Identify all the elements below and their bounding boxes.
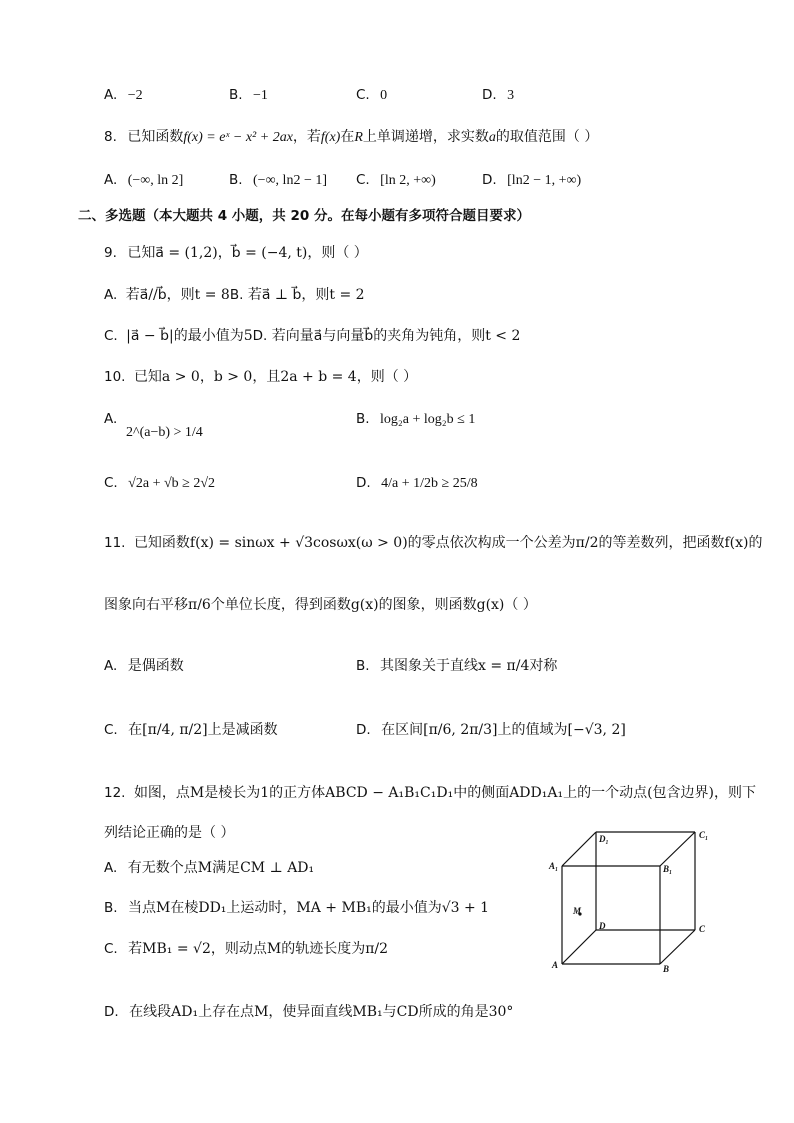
edge-b1c1 xyxy=(660,832,695,866)
q9-option-ab: A. 若a⃗//b⃗，则t = 8B. 若a⃗ ⊥ b⃗，则t = 2 xyxy=(104,287,365,303)
q11-stem-2: 图象向右平移π/6个单位长度，得到函数g(x)的图象，则函数g(x)（ ） xyxy=(104,597,537,613)
q7-option-b: B. −1 xyxy=(229,87,268,103)
q10-option-c: C. √2a + √b ≥ 2√2 xyxy=(104,475,216,491)
cube-figure xyxy=(540,822,720,980)
label-d1: D₁ xyxy=(599,834,609,844)
q12-option-c: C. 若MB₁ = √2，则动点M的轨迹长度为π/2 xyxy=(104,941,389,957)
q12-stem-2: 列结论正确的是（ ） xyxy=(104,825,235,841)
label-a: A xyxy=(552,960,559,970)
edge-ad xyxy=(562,930,596,964)
q8-option-b: B. (−∞, ln2 − 1] xyxy=(229,172,328,188)
q11-stem-1: 11. 已知函数f(x) = sinωx + √3cosωx(ω > 0)的零点依次构成一个公差为π/2的等差数列，把函数f(x)的 xyxy=(104,535,763,551)
q10-option-d: D. 4/a + 1/2b ≥ 25/8 xyxy=(356,475,478,491)
section-header: 二、多选题（本大题共 4 小题，共 20 分。在每小题有多项符合题目要求） xyxy=(78,208,530,224)
q10-stem: 10. 已知a > 0，b > 0，且2a + b = 4，则（ ） xyxy=(104,369,418,385)
q8-option-c: C. [ln 2, +∞) xyxy=(356,172,436,188)
q10-option-a-text: 2^(a−b) > 1/4 xyxy=(126,425,203,440)
q11-option-d: D. 在区间[π/6, 2π/3]上的值域为[−√3, 2] xyxy=(356,722,626,738)
q10-option-a: A. xyxy=(104,411,118,427)
q8-option-d: D. [ln2 − 1, +∞) xyxy=(482,172,582,188)
edge-a1d1 xyxy=(562,832,596,866)
label-a1: A₁ xyxy=(549,861,559,871)
q12-stem-1: 12. 如图，点M是棱长为1的正方体ABCD − A₁B₁C₁D₁中的侧面ADD₁A₁上的一个动点(包含边界)，则下 xyxy=(104,785,757,801)
q12-option-d: D. 在线段AD₁上存在点M，使异面直线MB₁与CD所成的角是30° xyxy=(104,1004,514,1020)
q8-option-a: A. (−∞, ln 2] xyxy=(104,172,184,188)
edge-bc xyxy=(660,930,695,964)
q10-option-b: B. log₂a + log₂b ≤ 1 xyxy=(356,411,476,427)
q11-option-a: A. 是偶函数 xyxy=(104,658,184,674)
label-b1: B₁ xyxy=(663,864,673,874)
q11-option-b: B. 其图象关于直线x = π/4对称 xyxy=(356,658,558,674)
q9-option-cd: C. |a⃗ − b⃗|的最小值为5D. 若向量a⃗与向量b⃗的夹角为钝角，则t < 2 xyxy=(104,328,521,344)
q7-option-d: D. 3 xyxy=(482,87,515,103)
label-d: D xyxy=(599,921,606,931)
label-b: B xyxy=(663,964,670,974)
q7-option-c: C. 0 xyxy=(356,87,388,103)
q8-stem: 8. 已知函数f(x) = eˣ − x² + 2ax，若f(x)在R上单调递增，求实数a的取值范围（ ） xyxy=(104,129,599,145)
q7-option-a: A. −2 xyxy=(104,87,143,103)
q9-stem: 9. 已知a⃗ = (1,2)，b⃗ = (−4, t)，则（ ） xyxy=(104,245,368,261)
q12-option-a: A. 有无数个点M满足CM ⊥ AD₁ xyxy=(104,860,315,876)
label-c: C xyxy=(699,924,706,934)
q11-option-c: C. 在[π/4, π/2]上是减函数 xyxy=(104,722,278,738)
q12-option-b: B. 当点M在棱DD₁上运动时，MA + MB₁的最小值为√3 + 1 xyxy=(104,900,490,916)
label-c1: C₁ xyxy=(699,830,709,840)
label-m: M xyxy=(573,906,582,916)
